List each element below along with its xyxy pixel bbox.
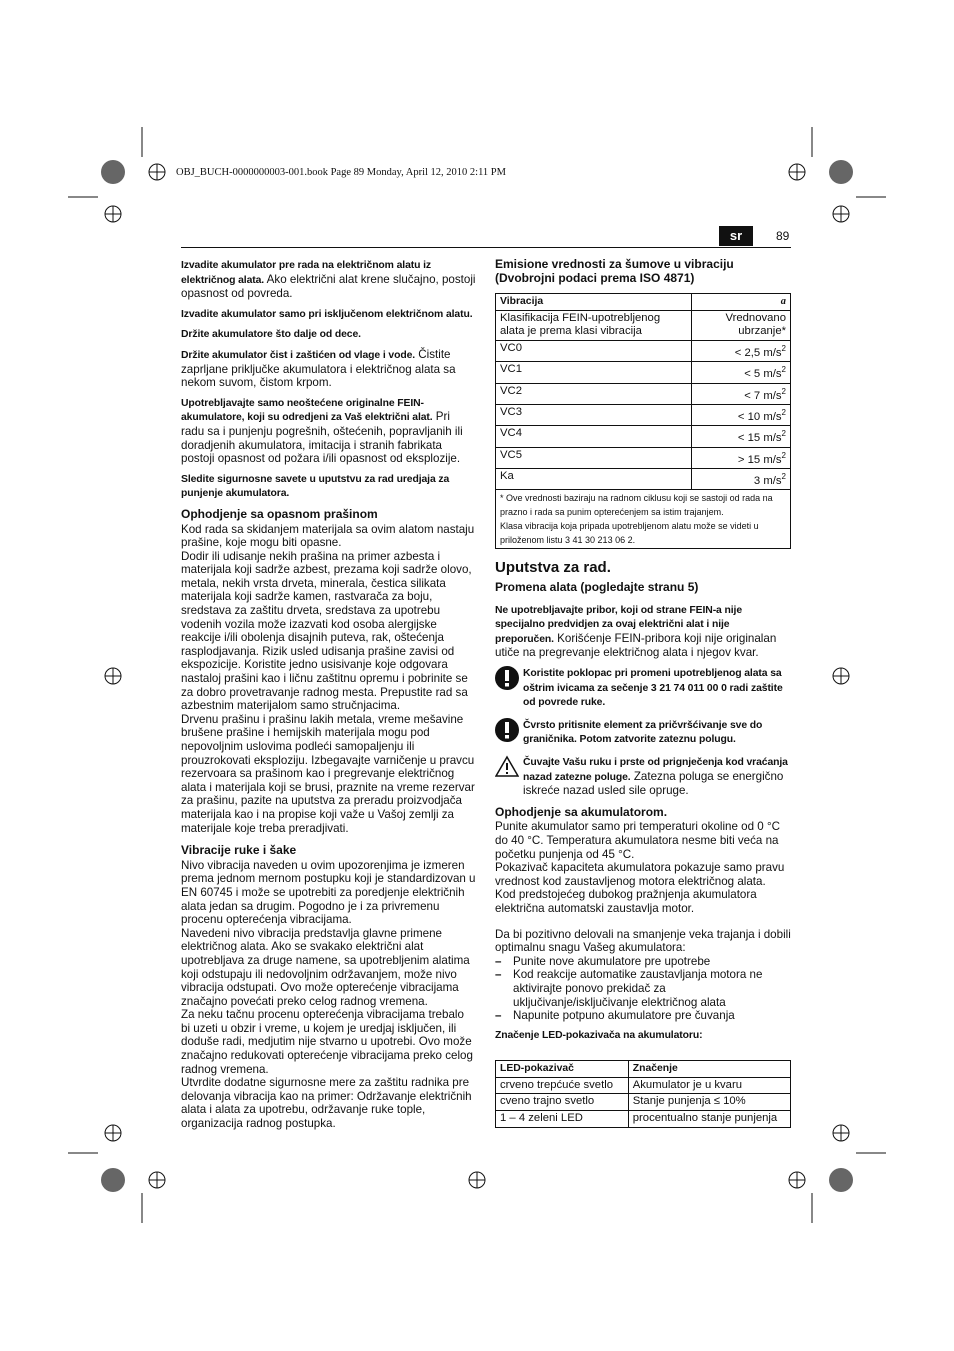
header-rule <box>181 247 791 248</box>
paragraph: Upotrebljavajte samo neoštećene originalne FEIN-akumulatore, koji su odredjeni za Vaš električni alat. Pri radu sa i punjenju pogrešnih, oštećenih, popravljanih ili doradjenih akumulatora, imitacija i stranih fabrikata postoji opasnost od požara i/ili opasnost od eksplozije. <box>181 397 463 466</box>
table-cell: 1 – 4 zeleni LED <box>496 1111 629 1128</box>
paragraph: Nivo vibracija naveden u ovim upozorenjima je izmeren prema jednom mernom postupku koji je standardizovan u EN 60745 i može se upotrebiti za poredjenje električnih alata jedan sa drugim. Pogodno je i za privremenu procenu opterećenja vibracijama. <box>181 858 476 927</box>
section-heading: Ophodjenje sa akumulatorom. <box>495 804 668 819</box>
table-row <box>496 383 791 404</box>
table-cell: cveno trajno svetlo <box>496 1094 629 1111</box>
section-heading: Promena alata (pogledajte stranu 5) <box>495 580 699 595</box>
table-row <box>496 405 791 426</box>
paragraph: Za neku tačnu procenu opterećenja vibracijama trebalo bi uzeti u obzir i vreme, u kojem je uredjaj isključen, ili doduše radi, medjutim nije stvarno u upotrebi. Ovo može značajno redukovati opterećenje vibracijama preko celog radnog vremena. <box>181 1008 473 1076</box>
paragraph: Držite akumulator čist i zaštićen od vlage i vode. Čistite zaprljane priključke akumulatora i električnog alata sa nekom suvom, čistom krpom. <box>181 347 456 390</box>
table-row <box>496 447 791 468</box>
table-cell: Stanje punjenja ≤ 10% <box>628 1094 790 1111</box>
table-row <box>496 1094 791 1111</box>
table-cell: < 5 $m/s^2$ <box>692 362 791 383</box>
section-heading: Ophodjenje sa opasnom prašinom <box>181 506 378 521</box>
file-info: OBJ_BUCH-0000000003-001.book Page 89 Monday, April 12, 2010 2:11 PM <box>176 167 506 178</box>
table-header: a <box>692 294 791 311</box>
list-item: – Punite nove akumulatore pre upotrebe <box>495 955 791 969</box>
paragraph: Punite akumulator samo pri temperaturi okoline od 0 °C do 40 °C. Temperatura akumulatora nesme biti veća na početku punjenja od 45 °C. <box>495 820 780 861</box>
paragraph: Izvadite akumulator samo pri isključenom električnom alatu. <box>181 308 473 320</box>
paragraph: Sledite sigurnosne savete u uputstvu za rad uredjaja za punjenje akumulatora. <box>181 473 450 500</box>
main-heading: Uputstva za rad. <box>495 559 611 577</box>
paragraph: Kod predstojećeg dubokog pražnjenja akumulatora električna automatski zaustavlja motor. <box>495 888 757 915</box>
table-cell: Vrednovano ubrzanje* <box>692 310 791 340</box>
paragraph: Izvadite akumulator pre rada na električnom alatu iz električnog alata. Ako električni alat krene slučajno, postoji opasnost od povreda. <box>181 260 476 301</box>
left-column <box>181 258 476 1131</box>
led-table <box>495 1060 791 1127</box>
table-cell: VC0 <box>496 340 692 361</box>
table-cell: 3 $m/s^2$ <box>692 469 791 490</box>
paragraph: Drvenu prašinu i prašinu lakih metala, vreme mešavine brušene prašine i hemijskih materijala mogu pod nepovoljnim uslovima podleći samopaljenju ili prouzrokovati eksploziju. Izbegavajte varničenje u pravcu rezervoara sa prašinom kao i pregrevanje električnog alata i materijala koji se brusi, praznite na vreme rezervar za prašinu, pazite na uputstva za preradu proizvodjača materijala kao i na propise koji važe u Vašoj zemlji za materijale koje treba preradjivati. <box>181 712 475 835</box>
paragraph: Da bi pozitivno delovali na smanjenje veka trajanja i dobili optimalnu snagu Vašeg akumulatora: <box>495 927 791 955</box>
exclamation-icon <box>495 666 519 690</box>
led-heading: Značenje LED-pokazivača na akumulatoru: <box>495 1029 703 1041</box>
paragraph: Dodir ili udisanje nekih prašina na primer azbesta i materijala koji sadrže azbest, prezama koji sadrže olovo, metala, nekih vrsta drveta, minerala, čestica silikata materijala koji sadrže kamen, rastvarača za boju, sredstava za zaštitu drveta, sredstava za upotrebu vodenih vozila može izazvati kod osoba alergijske reakcije i/ili obolenja disajnih puteva, rak, oštećenja rasplodjavanja. Rizik usled udisanja prašine zavisi od ekspozicije. Koristite jedno usisivanje koje odgovara nastaloj prašini kao i ličnu zaštitnu opremu i pobrinite se za dobro provetravanje radnog mesta. Prepustite rad sa azbestnim materijalom samo stručnjacima. <box>181 549 472 713</box>
table-row <box>496 426 791 447</box>
table-cell: VC1 <box>496 362 692 383</box>
table-cell: Ka <box>496 469 692 490</box>
exclamation-icon <box>495 718 519 742</box>
paragraph: Pokazivač kapaciteta akumulatora pokazuje samo pravu vrednost kod zaustavljenog motora električnog alata. <box>495 861 785 888</box>
warning-block: Koristite poklopac pri promeni upotrebljenog alata sa oštrim ivicama za sečenje 3 21 74 011 00 0 radi zaštite od povrede ruke. <box>495 666 791 710</box>
right-column <box>495 258 791 1128</box>
table-cell: < 2,5 $m/s^2$ <box>692 340 791 361</box>
table-cell: VC3 <box>496 405 692 426</box>
table-cell: Klasifikacija FEIN-upotrebljenog alata je prema klasi vibracija <box>496 310 692 340</box>
list-item: – Napunite potpuno akumulatore pre čuvanja <box>495 1009 791 1023</box>
vibration-table <box>495 293 791 549</box>
table-row <box>496 362 791 383</box>
paragraph: Držite akumulatore što dalje od dece. <box>181 329 361 341</box>
table-cell: VC4 <box>496 426 692 447</box>
paragraph: Utvrdite dodatne sigurnosne mere za zaštitu radnika pre delovanja vibracija kao na primer: Održavanje električnih alata i alata za upotrebu, održavanje ruke tople, organizacija radnog postupka. <box>181 1076 472 1131</box>
paragraph: Kod rada sa skidanjem materijala sa ovim alatom nastaju prašine, koje mogu biti opasne. <box>181 522 475 550</box>
table-cell: > 15 $m/s^2$ <box>692 447 791 468</box>
dash-list <box>495 955 791 1023</box>
table-cell: < 15 $m/s^2$ <box>692 426 791 447</box>
table-note: * Ove vrednosti baziraju na radnom ciklusu koji se sastoji od rada na prazno i rada sa punim opterećenjem sa istim trajanjem. Klasa vibracija koja pripada upotrebljenom alatu može se videti u priloženom listu 3 41 30 213 06 2. <box>496 490 791 549</box>
paragraph: Navedeni nivo vibracija predstavlja glavne primene električnog alata. Ako se svakako električni alat upotrebljava za druge namene, sa upotrebljenim alatima koji odstupaju ili nedovoljnim održavanjem, može nivo vibracija odstupati. Ovo može opterećenje vibracijama značajno povećati preko celog radnog vremena. <box>181 926 470 1008</box>
table-cell: crveno trepćuće svetlo <box>496 1077 629 1094</box>
page-number: 89 <box>776 229 790 243</box>
table-row <box>496 1111 791 1128</box>
section-heading: Emisione vrednosti za šumove u vibraciju (Dvobrojni podaci prema ISO 4871) <box>495 257 734 285</box>
table-header: Vibracija <box>496 294 692 311</box>
table-cell: < 10 $m/s^2$ <box>692 405 791 426</box>
warning-block: Čvrsto pritisnite element za pričvršćivanje sve do graničnika. Potom zatvorite zateznu polugu. <box>495 718 791 747</box>
table-header: Značenje <box>628 1061 790 1078</box>
table-header: LED-pokazivač <box>496 1061 629 1078</box>
list-item: – Kod reakcije automatike zaustavljanja motora ne aktivirajte ponovo prekidač za uključivanje/isključivanje električnog alata <box>495 968 791 1009</box>
table-row <box>496 340 791 361</box>
table-cell: VC2 <box>496 383 692 404</box>
table-cell: VC5 <box>496 447 692 468</box>
language-badge: sr <box>719 226 753 246</box>
table-cell: Akumulator je u kvaru <box>628 1077 790 1094</box>
warning-triangle-icon <box>495 755 519 777</box>
table-row <box>496 1077 791 1094</box>
table-row <box>496 469 791 490</box>
caution-block: Čuvajte Vašu ruku i prste od prignječenja kod vraćanja nazad zatezne poluge. Zatezna poluga se energično iskreće nazad usled sile opruge. <box>495 755 791 798</box>
paragraph: Ne upotrebljavajte pribor, koji od strane FEIN-a nije specijalno predvidjen za ovaj električni alat i nije preporučen. Korišćenje FEIN-pribora koji nije originalan utiče na pregrevanje električnog alata i njegov kvar. <box>495 604 777 660</box>
table-cell: procentualno stanje punjenja <box>628 1111 790 1128</box>
section-heading: Vibracije ruke i šake <box>181 843 297 858</box>
table-cell: < 7 $m/s^2$ <box>692 383 791 404</box>
